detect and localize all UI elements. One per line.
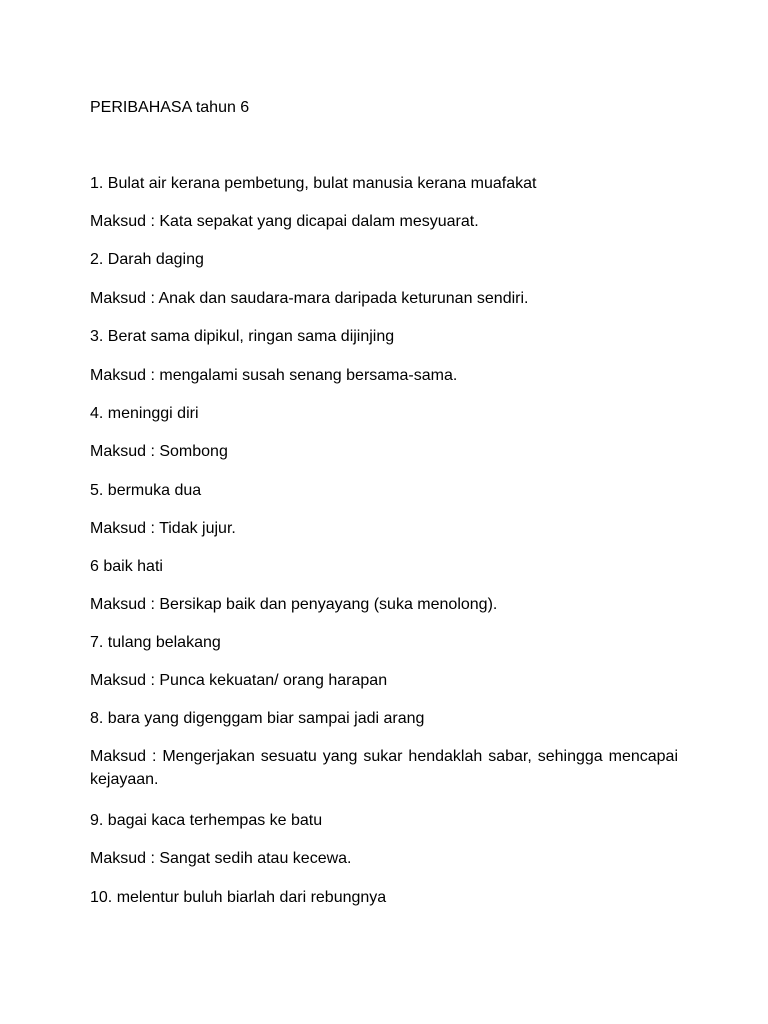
meaning-7: Maksud : Punca kekuatan/ orang harapan — [90, 672, 388, 689]
proverb-4: 4. meninggi diri — [90, 405, 199, 422]
document-title: PERIBAHASA tahun 6 — [90, 99, 250, 116]
meaning-8: Maksud : Mengerjakan sesuatu yang sukar hendaklah sabar, sehingga mencapai kejayaan. — [90, 748, 678, 788]
proverb-5: 5. bermuka dua — [90, 482, 202, 499]
meaning-3: Maksud : mengalami susah senang bersama-sama. — [90, 367, 458, 384]
proverb-7: 7. tulang belakang — [90, 634, 221, 651]
meaning-6: Maksud : Bersikap baik dan penyayang (suka menolong). — [90, 596, 498, 613]
meaning-5: Maksud : Tidak jujur. — [90, 520, 236, 537]
meaning-1: Maksud : Kata sepakat yang dicapai dalam mesyuarat. — [90, 213, 479, 230]
proverb-3: 3. Berat sama dipikul, ringan sama dijinjing — [90, 328, 395, 345]
proverb-6: 6 baik hati — [90, 558, 163, 575]
proverb-1: 1. Bulat air kerana pembetung, bulat manusia kerana muafakat — [90, 175, 537, 192]
meaning-2: Maksud : Anak dan saudara-mara daripada keturunan sendiri. — [90, 290, 529, 307]
proverb-2: 2. Darah daging — [90, 251, 204, 268]
meaning-9: Maksud : Sangat sedih atau kecewa. — [90, 850, 352, 867]
meaning-4: Maksud : Sombong — [90, 443, 228, 460]
proverb-9: 9. bagai kaca terhempas ke batu — [90, 812, 323, 829]
proverb-10: 10. melentur buluh biarlah dari rebungnya — [90, 889, 387, 906]
proverb-8: 8. bara yang digenggam biar sampai jadi arang — [90, 710, 425, 727]
